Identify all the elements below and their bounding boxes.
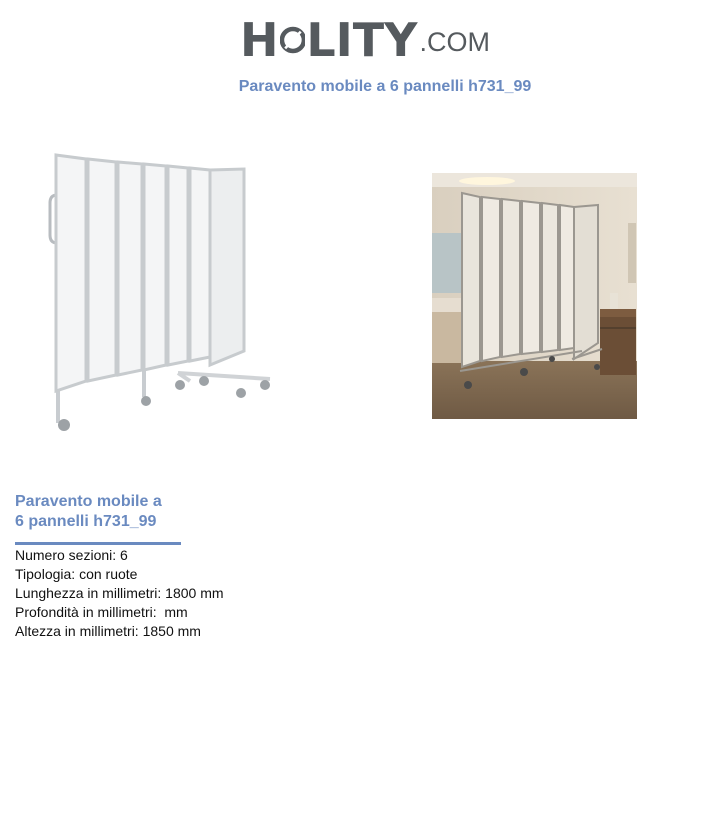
- product-title: [15, 492, 215, 532]
- logo-text-right: LITY: [306, 13, 418, 67]
- brand-logo: [240, 10, 490, 70]
- spec-item: Profondità in millimetri: mm: [15, 604, 188, 620]
- title-divider: [15, 542, 181, 545]
- spec-item: Altezza in millimetri: 1850 mm: [15, 623, 201, 639]
- page-title: Paravento mobile a 6 pannelli h731_99: [238, 78, 532, 95]
- screen-panels: [56, 155, 244, 391]
- logo-text-left: H: [240, 13, 279, 67]
- spec-item: Lunghezza in millimetri: 1800 mm: [15, 585, 224, 601]
- logo-suffix: .COM: [419, 27, 490, 57]
- room-screen-panels: [462, 193, 598, 367]
- spec-item: Numero sezioni: 6: [15, 547, 128, 563]
- product-image[interactable]: [40, 145, 280, 445]
- product-title-line-1: Paravento mobile a: [15, 493, 162, 510]
- logo-o-icon: [280, 20, 306, 60]
- spec-list: [15, 546, 224, 641]
- room-image[interactable]: [432, 173, 637, 419]
- spec-item: Tipologia: con ruote: [15, 566, 138, 582]
- product-title-line-2: 6 pannelli h731_99: [15, 513, 157, 530]
